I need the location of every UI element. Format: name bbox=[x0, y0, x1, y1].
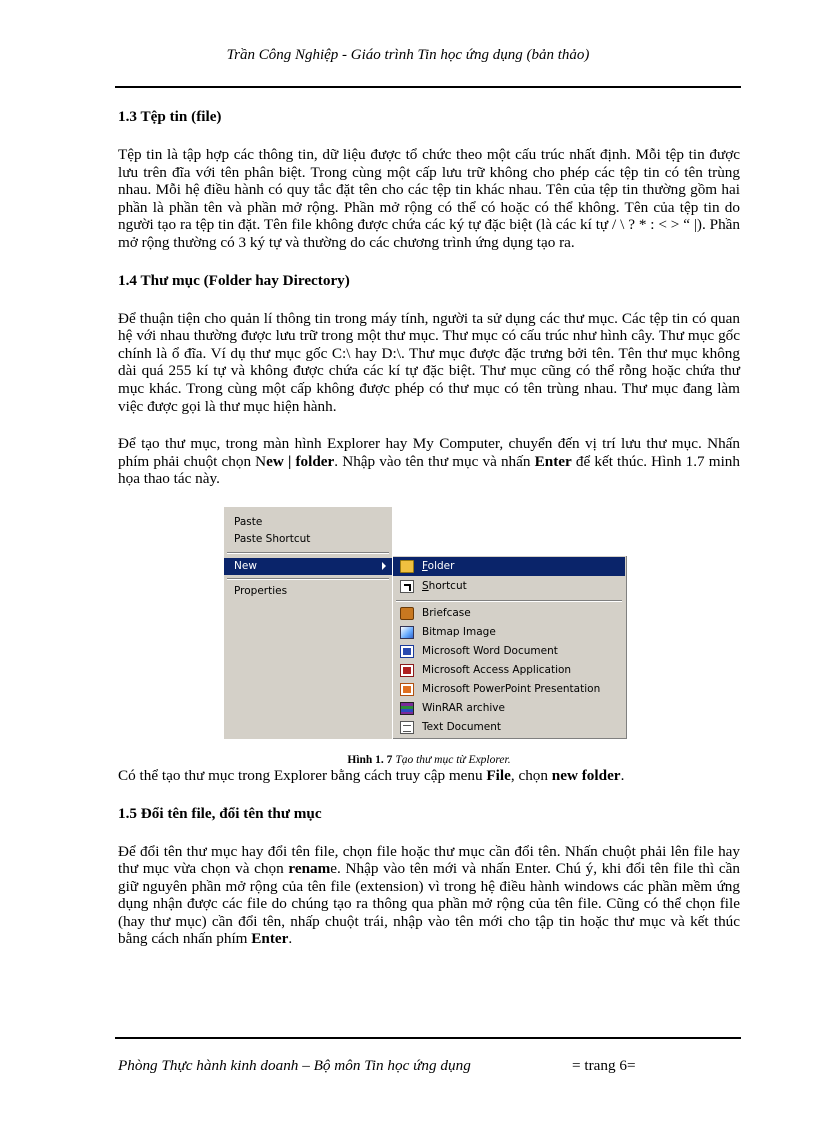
footer-rule bbox=[115, 1037, 741, 1039]
bold-enter: Enter bbox=[534, 452, 572, 470]
section-heading-1-4: 1.4 Thư mục (Folder hay Directory) bbox=[118, 271, 350, 289]
footer-department: Phòng Thực hành kinh doanh – Bộ môn Tin học ứng dụng bbox=[118, 1057, 471, 1074]
explorer-screenshot bbox=[224, 507, 612, 739]
bitmap-icon bbox=[400, 626, 414, 639]
submenu-item-powerpoint[interactable]: Microsoft PowerPoint Presentation bbox=[393, 680, 625, 699]
submenu-separator bbox=[396, 600, 622, 602]
paragraph-create-folder: Để tạo thư mục, trong màn hình Explorer hay My Computer, chuyển đến vị trí lưu thư mục. Nhấn phím phải chuột chọn New | folder. Nhập vào tên thư mục và nhấn Enter để kết thúc. Hình 1.7 minh họa thao tác này. bbox=[118, 435, 740, 488]
section-heading-1-3: 1.3 Tệp tin (file) bbox=[118, 108, 222, 125]
paragraph-file: Tệp tin là tập hợp các thông tin, dữ liệu được tổ chức theo một cấu trúc nhất định. Mỗi tệp tin được lưu trên đĩa với tên phân biệt. Trong cùng một cấp lưu trữ không cho phép các tệp tin có tên trùng nhau. Mỗi hệ điều hành có quy tắc đặt tên cho các tệp tin khác nhau. Tên của tệp tin thường gồm hai phần là phần tên và phần mở rộng. Phần mở rộng có thể có hoặc có thể không. Tên của tệp tin do người tạo ra tệp tin đặt. Tên file không được chứa các ký tự đặc biệt (là các kí tự / \ ? * : < > “ |). Phần mở rộng thường có 3 ký tự và thường do các chương trình ứng dụng tạo ra. bbox=[118, 146, 740, 251]
powerpoint-icon bbox=[400, 683, 414, 696]
submenu-item-briefcase[interactable]: Briefcase bbox=[393, 604, 625, 623]
header-rule bbox=[115, 86, 741, 88]
context-menu bbox=[224, 507, 393, 739]
text-document-icon bbox=[400, 721, 414, 734]
page-content bbox=[118, 108, 740, 948]
submenu-arrow-icon bbox=[382, 562, 386, 570]
explorer-window-area bbox=[392, 507, 612, 557]
paragraph-new-folder-menu: Có thể tạo thư mục trong Explorer bằng cách truy cập menu File, chọn new folder. bbox=[118, 766, 625, 784]
new-submenu bbox=[392, 556, 627, 739]
menu-item-new[interactable]: New bbox=[224, 558, 392, 575]
section-heading-1-5: 1.5 Đổi tên file, đổi tên thư mục bbox=[118, 804, 322, 822]
paragraph-rename: Để đổi tên thư mục hay đổi tên file, chọn file hoặc thư mục cần đổi tên. Nhấn chuột phải lên file hay thư mục vừa chọn và chọn rename. Nhập vào tên mới và nhấn Enter. Chú ý, khi đổi tên file thì cần giữ nguyên phần mở rộng của tên file (extension) vì trong hệ điều hành windows các phần mềm ứng dụng nhận được các file do chúng tạo ra thông qua phần mở rộng của tên file. Cũng có thể chọn file (hay thư mục) cần đổi tên, nhấp chuột trái, nhập vào tên mới cho tập tin hoặc thư mục và kết thúc bằng cách nhấn phím Enter. bbox=[118, 842, 741, 948]
winrar-icon bbox=[400, 702, 414, 715]
submenu-item-access[interactable]: Microsoft Access Application bbox=[393, 661, 625, 680]
submenu-item-winrar[interactable]: WinRAR archive bbox=[393, 699, 625, 718]
menu-separator bbox=[227, 552, 389, 554]
briefcase-icon bbox=[400, 607, 414, 620]
word-document-icon bbox=[400, 645, 414, 658]
menu-item-paste-shortcut[interactable]: Paste Shortcut bbox=[234, 532, 311, 545]
submenu-item-word[interactable]: Microsoft Word Document bbox=[393, 642, 625, 661]
submenu-item-bitmap[interactable]: Bitmap Image bbox=[393, 623, 625, 642]
figure-caption: Hình 1. 7 Tạo thư mục từ Explorer. bbox=[347, 753, 511, 766]
folder-icon bbox=[400, 560, 414, 573]
page-header: Trần Công Nghiệp - Giáo trình Tin học ứng dụng (bản thảo) bbox=[226, 47, 590, 63]
submenu-item-shortcut[interactable]: Shortcut bbox=[393, 577, 625, 596]
submenu-item-text-document[interactable]: Text Document bbox=[393, 718, 625, 737]
menu-separator bbox=[227, 578, 389, 580]
bold-new-folder: ew | folder bbox=[266, 452, 335, 470]
footer-page-number: = trang 6= bbox=[572, 1057, 636, 1074]
menu-item-properties[interactable]: Properties bbox=[234, 584, 288, 597]
shortcut-icon bbox=[400, 580, 414, 593]
paragraph-folder: Để thuận tiện cho quản lí thông tin trong máy tính, người ta sử dụng các thư mục. Các tệp tin có quan hệ với nhau thường được lưu trữ trong một thư mục. Thư mục có cấu trúc như hình cây. Thư mục gốc chính là ổ đĩa. Ví dụ thư mục gốc C:\ hay D:\. Thư mục được đặc trưng bởi tên. Tên thư mục không dài quá 255 kí tự và không được chứa các kí tự đặc biệt. Thư mục cũng có thể rỗng hoặc chứa thư mục khác. Trong cùng một cấp không được phép có thư mục có tên trùng nhau. Thư mục đang làm việc được gọi là thư mục hiện hành. bbox=[118, 309, 740, 415]
submenu-item-folder[interactable]: Folder bbox=[393, 557, 625, 576]
access-application-icon bbox=[400, 664, 414, 677]
menu-item-paste[interactable]: Paste bbox=[234, 515, 263, 528]
